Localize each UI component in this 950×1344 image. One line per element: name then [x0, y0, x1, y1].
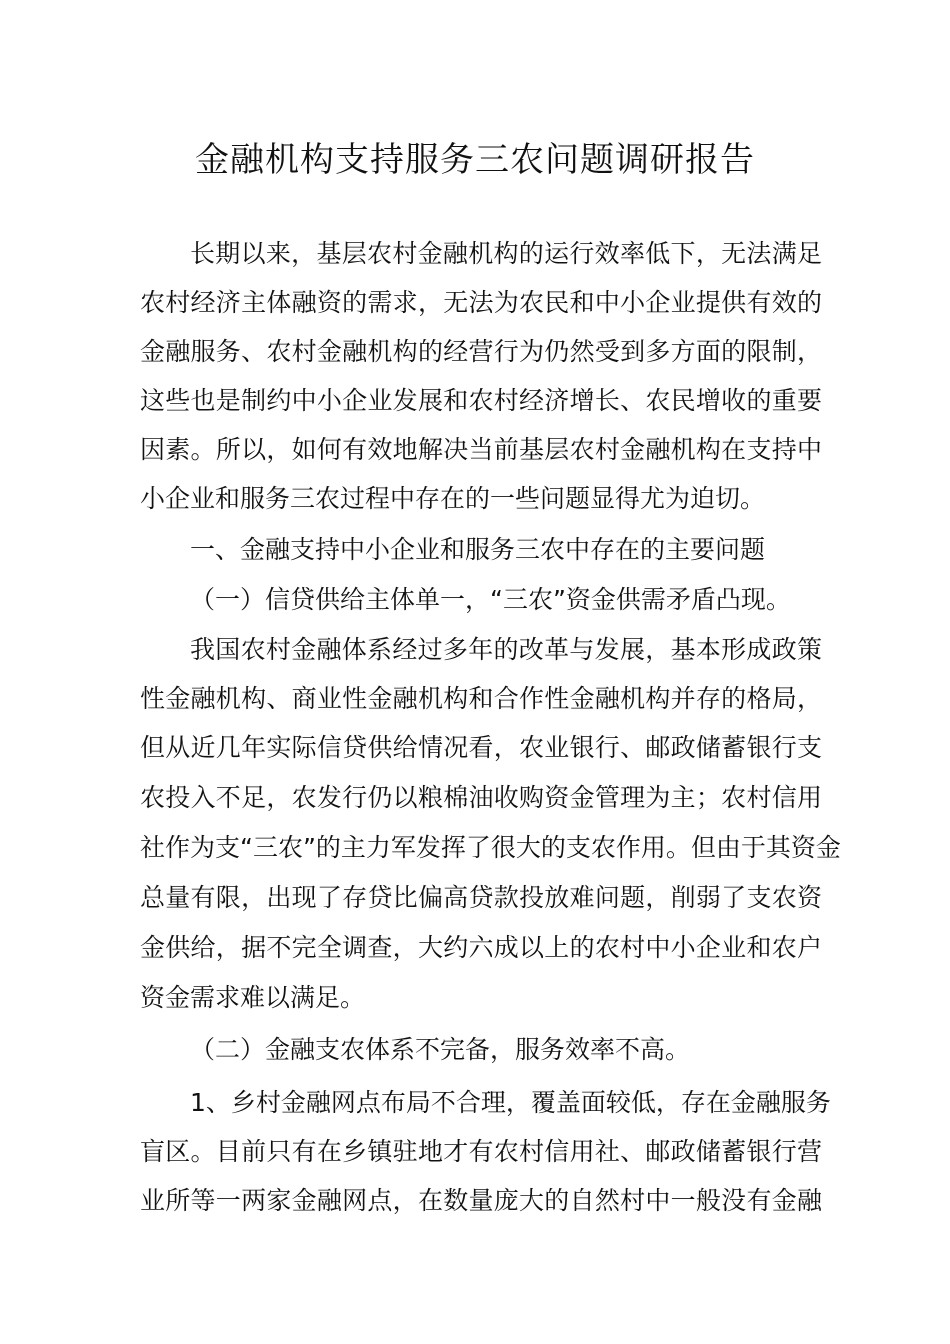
paragraph-line: 因素。所以，如何有效地解决当前基层农村金融机构在支持中 — [140, 435, 822, 464]
paragraph-line: 金融服务、农村金融机构的经营行为仍然受到多方面的限制， — [140, 337, 822, 366]
paragraph-line: 总量有限，出现了存贷比偏高贷款投放难问题，削弱了支农资 — [140, 883, 822, 912]
paragraph-line: 农村经济主体融资的需求，无法为农民和中小企业提供有效的 — [140, 288, 822, 317]
section-heading: 一、金融支持中小企业和服务三农中存在的主要问题 — [190, 535, 766, 564]
paragraph-line: 长期以来，基层农村金融机构的运行效率低下，无法满足 — [190, 239, 822, 268]
paragraph-line: 小企业和服务三农过程中存在的一些问题显得尤为迫切。 — [140, 484, 766, 513]
subsection-heading: （二）金融支农体系不完备，服务效率不高。 — [190, 1035, 691, 1064]
paragraph-line: 这些也是制约中小企业发展和农村经济增长、农民增收的重要 — [140, 386, 822, 415]
paragraph-line: 盲区。目前只有在乡镇驻地才有农村信用社、邮政储蓄银行营 — [140, 1137, 822, 1166]
paragraph-line: 1、乡村金融网点布局不合理，覆盖面较低，存在金融服务 — [190, 1088, 831, 1117]
paragraph-line: 金供给，据不完全调查，大约六成以上的农村中小企业和农户 — [140, 933, 822, 962]
paragraph-line: 业所等一两家金融网点，在数量庞大的自然村中一般没有金融 — [140, 1186, 822, 1215]
subsection-heading: （一）信贷供给主体单一，“三农”资金供需矛盾凸现。 — [190, 585, 791, 614]
document-title: 金融机构支持服务三农问题调研报告 — [195, 140, 755, 180]
paragraph-line: 但从近几年实际信贷供给情况看，农业银行、邮政储蓄银行支 — [140, 733, 822, 762]
paragraph-line: 我国农村金融体系经过多年的改革与发展，基本形成政策 — [190, 635, 822, 664]
paragraph-line: 资金需求难以满足。 — [140, 983, 366, 1012]
paragraph-line: 农投入不足，农发行仍以粮棉油收购资金管理为主；农村信用 — [140, 783, 822, 812]
paragraph-line: 性金融机构、商业性金融机构和合作性金融机构并存的格局， — [140, 684, 822, 713]
paragraph-line: 社作为支“三农”的主力军发挥了很大的支农作用。但由于其资金 — [140, 833, 841, 862]
